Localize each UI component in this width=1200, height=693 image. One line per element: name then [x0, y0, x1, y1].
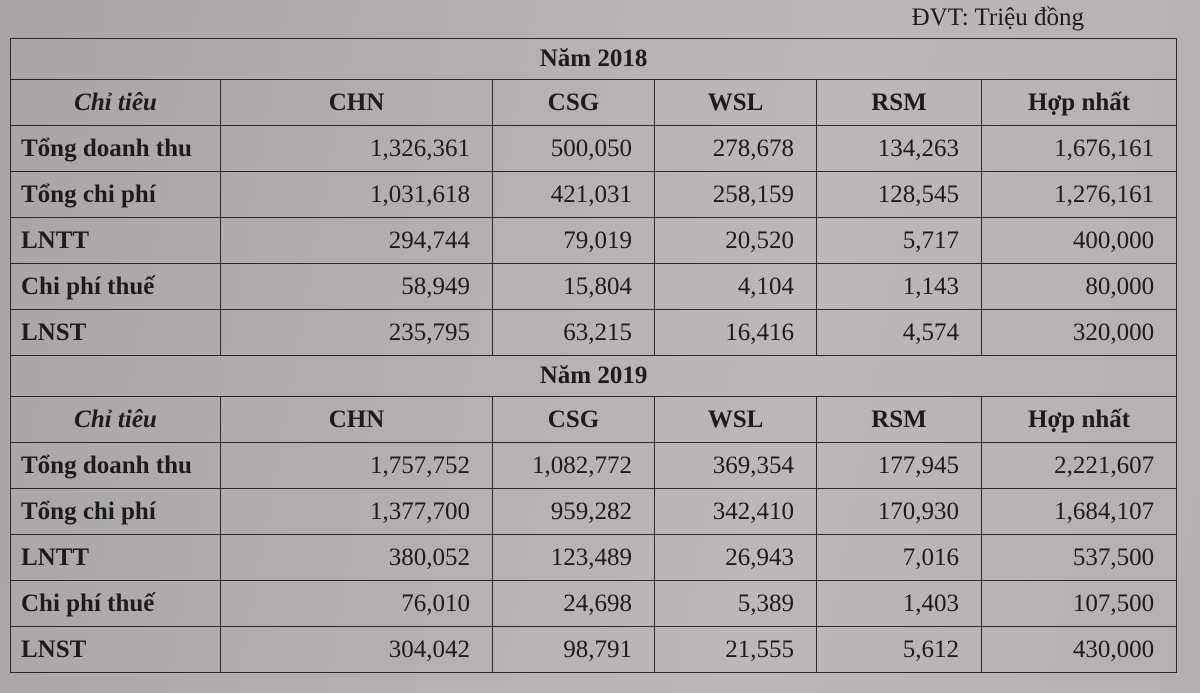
value-cell: 1,276,161 [982, 172, 1177, 218]
row-label: Tổng chi phí [11, 172, 221, 218]
value-cell: 177,945 [817, 443, 982, 489]
value-cell: 1,757,752 [221, 443, 493, 489]
table-row [11, 489, 1177, 535]
column-header: Chỉ tiêu [11, 80, 221, 126]
table-row [11, 627, 1177, 673]
value-cell: 20,520 [655, 218, 817, 264]
column-header: Hợp nhất [982, 397, 1177, 443]
column-header: CSG [493, 80, 655, 126]
value-cell: 430,000 [982, 627, 1177, 673]
value-cell: 134,263 [817, 126, 982, 172]
row-label: Tổng chi phí [11, 489, 221, 535]
value-cell: 1,377,700 [221, 489, 493, 535]
value-cell: 16,416 [655, 310, 817, 356]
column-header: WSL [655, 397, 817, 443]
row-label: Tổng doanh thu [11, 443, 221, 489]
financial-table [10, 38, 1177, 673]
column-header-row [11, 80, 1177, 126]
value-cell: 235,795 [221, 310, 493, 356]
value-cell: 369,354 [655, 443, 817, 489]
value-cell: 1,031,618 [221, 172, 493, 218]
value-cell: 128,545 [817, 172, 982, 218]
value-cell: 1,676,161 [982, 126, 1177, 172]
value-cell: 537,500 [982, 535, 1177, 581]
financial-table-body [11, 39, 1177, 673]
row-label: Tổng doanh thu [11, 126, 221, 172]
row-label: LNST [11, 627, 221, 673]
value-cell: 1,143 [817, 264, 982, 310]
year-heading: Năm 2019 [11, 356, 1177, 397]
value-cell: 5,717 [817, 218, 982, 264]
value-cell: 24,698 [493, 581, 655, 627]
column-header: RSM [817, 397, 982, 443]
row-label: LNST [11, 310, 221, 356]
year-row [11, 39, 1177, 80]
table-row [11, 535, 1177, 581]
value-cell: 1,082,772 [493, 443, 655, 489]
table-row [11, 172, 1177, 218]
value-cell: 63,215 [493, 310, 655, 356]
value-cell: 79,019 [493, 218, 655, 264]
row-label: LNTT [11, 218, 221, 264]
value-cell: 1,684,107 [982, 489, 1177, 535]
table-row [11, 264, 1177, 310]
value-cell: 107,500 [982, 581, 1177, 627]
column-header: RSM [817, 80, 982, 126]
row-label: Chi phí thuế [11, 264, 221, 310]
table-row [11, 218, 1177, 264]
value-cell: 380,052 [221, 535, 493, 581]
table-row [11, 310, 1177, 356]
value-cell: 1,326,361 [221, 126, 493, 172]
column-header: WSL [655, 80, 817, 126]
value-cell: 98,791 [493, 627, 655, 673]
column-header: Hợp nhất [982, 80, 1177, 126]
value-cell: 1,403 [817, 581, 982, 627]
value-cell: 4,574 [817, 310, 982, 356]
value-cell: 294,744 [221, 218, 493, 264]
value-cell: 278,678 [655, 126, 817, 172]
value-cell: 7,016 [817, 535, 982, 581]
value-cell: 123,489 [493, 535, 655, 581]
value-cell: 58,949 [221, 264, 493, 310]
value-cell: 342,410 [655, 489, 817, 535]
value-cell: 15,804 [493, 264, 655, 310]
value-cell: 421,031 [493, 172, 655, 218]
value-cell: 4,104 [655, 264, 817, 310]
column-header-row [11, 397, 1177, 443]
column-header: CSG [493, 397, 655, 443]
value-cell: 500,050 [493, 126, 655, 172]
row-label: Chi phí thuế [11, 581, 221, 627]
row-label: LNTT [11, 535, 221, 581]
value-cell: 959,282 [493, 489, 655, 535]
value-cell: 258,159 [655, 172, 817, 218]
value-cell: 5,389 [655, 581, 817, 627]
value-cell: 80,000 [982, 264, 1177, 310]
financial-table-container [10, 38, 1176, 673]
year-row [11, 356, 1177, 397]
value-cell: 400,000 [982, 218, 1177, 264]
table-row [11, 581, 1177, 627]
value-cell: 320,000 [982, 310, 1177, 356]
value-cell: 2,221,607 [982, 443, 1177, 489]
value-cell: 76,010 [221, 581, 493, 627]
column-header: Chỉ tiêu [11, 397, 221, 443]
value-cell: 21,555 [655, 627, 817, 673]
value-cell: 304,042 [221, 627, 493, 673]
value-cell: 170,930 [817, 489, 982, 535]
value-cell: 26,943 [655, 535, 817, 581]
column-header: CHN [221, 397, 493, 443]
table-row [11, 126, 1177, 172]
unit-label: ĐVT: Triệu đồng [911, 4, 1084, 31]
column-header: CHN [221, 80, 493, 126]
value-cell: 5,612 [817, 627, 982, 673]
year-heading: Năm 2018 [11, 39, 1177, 80]
table-row [11, 443, 1177, 489]
